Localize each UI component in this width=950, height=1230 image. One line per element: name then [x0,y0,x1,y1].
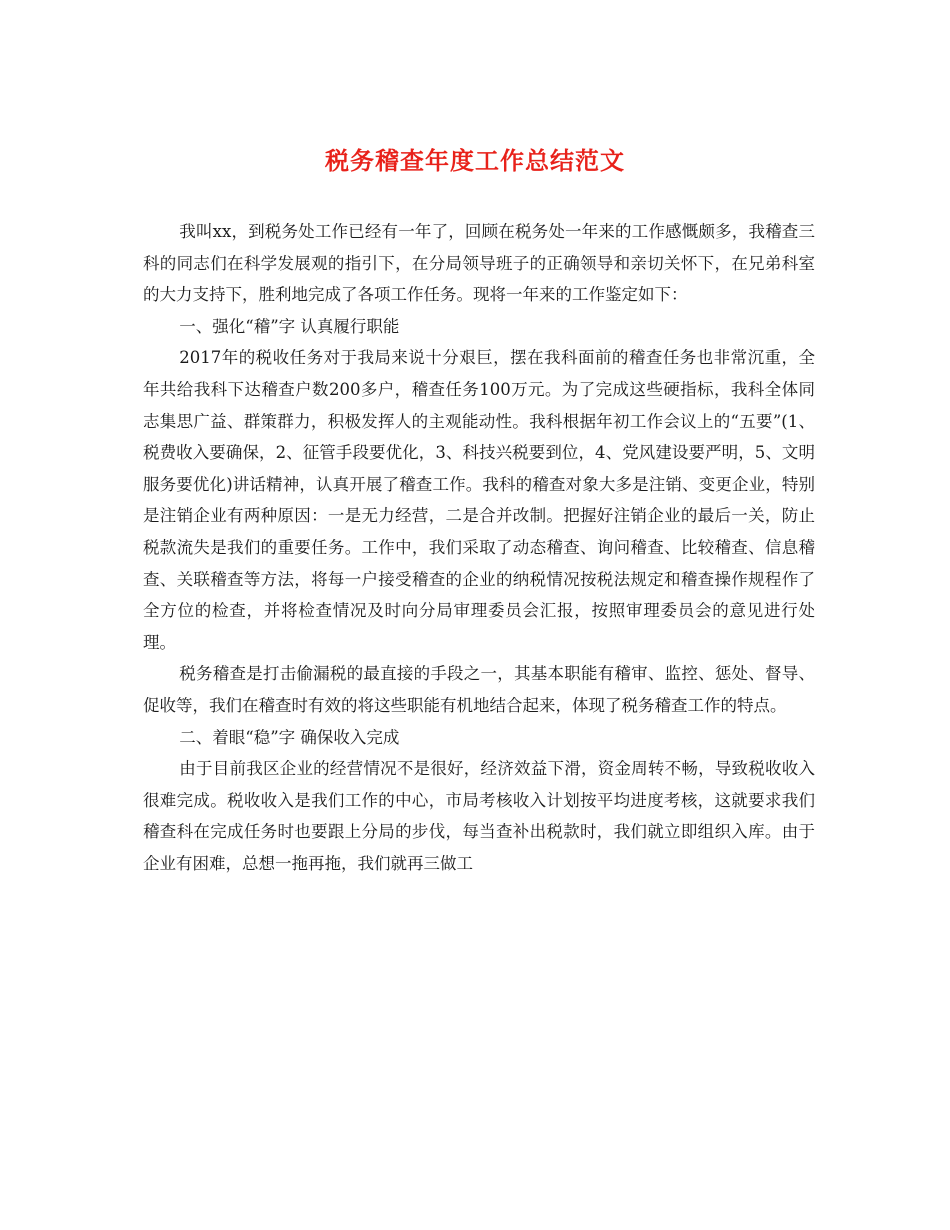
intro-paragraph: 我叫xx，到税务处工作已经有一年了，回顾在税务处一年来的工作感慨颇多，我稽查三科的同志们在科学发展观的指引下，在分局领导班子的正确领导和亲切关怀下，在兄弟科室的大力支持下，胜利地完成了各项工作任务。现将一年来的工作鉴定如下： [143,222,815,305]
body-paragraph: 由于目前我区企业的经营情况不是很好，经济效益下滑，资金周转不畅，导致税收收入很难完成。税收收入是我们工作的中心，市局考核收入计划按平均进度考核，这就要求我们稽查科在完成任务时也要跟上分局的步伐，每当查补出税款时，我们就立即组织入库。由于企业有困难，总想一拖再拖，我们就再三做工 [143,759,815,873]
body-paragraph: 税务稽查是打击偷漏税的最直接的手段之一，其基本职能有稽审、监控、惩处、督导、促收等，我们在稽查时有效的将这些职能有机地结合起来，体现了税务稽查工作的特点。 [143,664,815,715]
section-heading-1: 一、强化“稽”字 认真履行职能 [179,316,400,336]
document-title: 税务稽查年度工作总结范文 [325,147,625,175]
section-heading-2: 二、着眼“稳”字 确保收入完成 [179,727,400,747]
body-paragraph: 2017年的税收任务对于我局来说十分艰巨，摆在我科面前的稽查任务也非常沉重，全年共给我科下达稽查户数200多户，稽查任务100万元。为了完成这些硬指标，我科全体同志集思广益、群策群力，积极发挥人的主观能动性。我科根据年初工作会议上的“五要”(1、税费收入要确保，2、征管手段要优化，3、科技兴税要到位，4、党风建设要严明，5、文明服务要优化)讲话精神，认真开展了稽查工作。我科的稽查对象大多是注销、变更企业，特别是注销企业有两种原因：一是无力经营，二是合并改制。把握好注销企业的最后一关，防止税款流失是我们的重要任务。工作中，我们采取了动态稽查、询问稽查、比较稽查、信息稽查、关联稽查等方法，将每一户接受稽查的企业的纳税情况按税法规定和稽查操作规程作了全方位的检查，并将检查情况及时向分局审理委员会汇报，按照审理委员会的意见进行处理。 [143,348,815,652]
document-body [143,216,815,879]
